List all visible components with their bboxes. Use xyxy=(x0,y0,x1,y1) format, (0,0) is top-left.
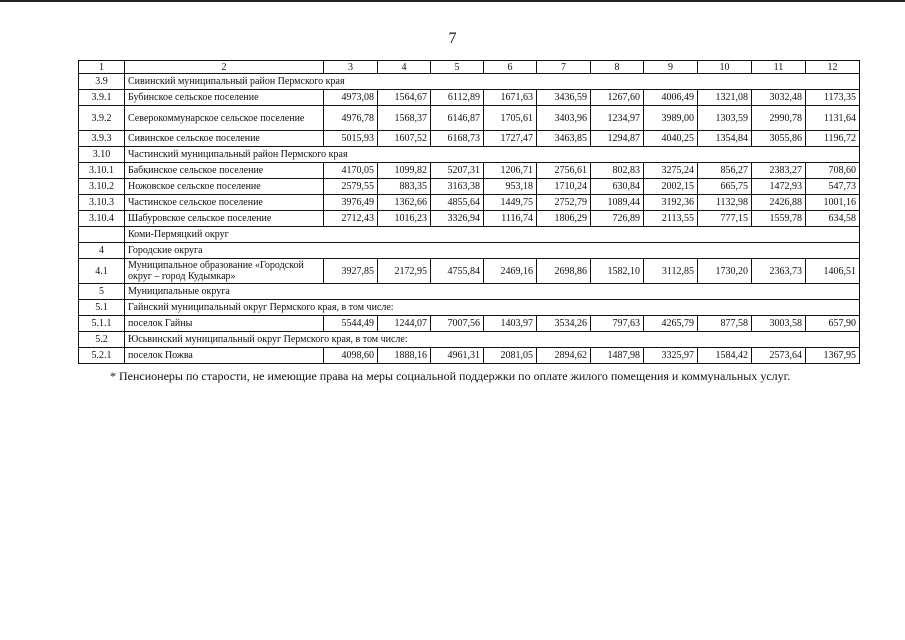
value-cell: 1705,61 xyxy=(484,106,537,131)
value-cell: 1132,98 xyxy=(698,195,752,211)
value-cell: 726,89 xyxy=(591,211,644,227)
value-cell: 3325,97 xyxy=(644,348,698,364)
row-name: Ножовское сельское поселение xyxy=(125,179,324,195)
value-cell: 1321,08 xyxy=(698,90,752,106)
row-name: Бубинское сельское поселение xyxy=(125,90,324,106)
value-cell: 4265,79 xyxy=(644,316,698,332)
value-cell: 708,60 xyxy=(806,163,860,179)
value-cell: 547,73 xyxy=(806,179,860,195)
value-cell: 1564,67 xyxy=(378,90,431,106)
column-header-5: 5 xyxy=(431,61,484,74)
row-code: 4 xyxy=(79,243,125,259)
value-cell: 2698,86 xyxy=(537,259,591,284)
value-cell: 2712,43 xyxy=(324,211,378,227)
column-header-2: 2 xyxy=(125,61,324,74)
section-row xyxy=(79,227,860,243)
value-cell: 657,90 xyxy=(806,316,860,332)
value-cell: 2002,15 xyxy=(644,179,698,195)
value-cell: 3927,85 xyxy=(324,259,378,284)
value-cell: 1244,07 xyxy=(378,316,431,332)
value-cell: 1727,47 xyxy=(484,131,537,147)
value-cell: 1367,95 xyxy=(806,348,860,364)
value-cell: 1607,52 xyxy=(378,131,431,147)
value-cell: 1730,20 xyxy=(698,259,752,284)
value-cell: 1206,71 xyxy=(484,163,537,179)
row-name: Северокоммунарское сельское поселение xyxy=(125,106,324,131)
table-row xyxy=(79,131,860,147)
column-header-11: 11 xyxy=(752,61,806,74)
row-name: Частинское сельское поселение xyxy=(125,195,324,211)
value-cell: 4170,05 xyxy=(324,163,378,179)
column-header-4: 4 xyxy=(378,61,431,74)
value-cell: 1294,87 xyxy=(591,131,644,147)
value-cell: 1449,75 xyxy=(484,195,537,211)
row-code: 5.2 xyxy=(79,332,125,348)
value-cell: 797,63 xyxy=(591,316,644,332)
value-cell: 2894,62 xyxy=(537,348,591,364)
value-cell: 4976,78 xyxy=(324,106,378,131)
value-cell: 3055,86 xyxy=(752,131,806,147)
row-name: Муниципальное образование «Городской округ – город Кудымкар» xyxy=(125,259,324,284)
value-cell: 3534,26 xyxy=(537,316,591,332)
row-code: 3.10.2 xyxy=(79,179,125,195)
value-cell: 3976,49 xyxy=(324,195,378,211)
value-cell: 1806,29 xyxy=(537,211,591,227)
value-cell: 1131,64 xyxy=(806,106,860,131)
value-cell: 1173,35 xyxy=(806,90,860,106)
table-row xyxy=(79,259,860,284)
value-cell: 4040,25 xyxy=(644,131,698,147)
row-name: поселок Пожва xyxy=(125,348,324,364)
row-code: 3.9 xyxy=(79,74,125,90)
value-cell: 2172,95 xyxy=(378,259,431,284)
value-cell: 2383,27 xyxy=(752,163,806,179)
value-cell: 1559,78 xyxy=(752,211,806,227)
section-label: Гайнский муниципальный округ Пермского края, в том числе: xyxy=(125,300,860,316)
section-label: Частинский муниципальный район Пермского края xyxy=(125,147,860,163)
column-header-1: 1 xyxy=(79,61,125,74)
value-cell: 3003,58 xyxy=(752,316,806,332)
row-name: Бабкинское сельское поселение xyxy=(125,163,324,179)
value-cell: 1267,60 xyxy=(591,90,644,106)
value-cell: 1888,16 xyxy=(378,348,431,364)
table-row xyxy=(79,90,860,106)
value-cell: 3275,24 xyxy=(644,163,698,179)
section-row xyxy=(79,74,860,90)
value-cell: 1089,44 xyxy=(591,195,644,211)
value-cell: 3163,38 xyxy=(431,179,484,195)
row-code: 5.2.1 xyxy=(79,348,125,364)
table-row xyxy=(79,316,860,332)
column-header-9: 9 xyxy=(644,61,698,74)
column-header-10: 10 xyxy=(698,61,752,74)
value-cell: 1671,63 xyxy=(484,90,537,106)
value-cell: 856,27 xyxy=(698,163,752,179)
value-cell: 2990,78 xyxy=(752,106,806,131)
value-cell: 6168,73 xyxy=(431,131,484,147)
section-row xyxy=(79,243,860,259)
value-cell: 3032,48 xyxy=(752,90,806,106)
value-cell: 1582,10 xyxy=(591,259,644,284)
value-cell: 2752,79 xyxy=(537,195,591,211)
row-code: 4.1 xyxy=(79,259,125,284)
value-cell: 1487,98 xyxy=(591,348,644,364)
value-cell: 5015,93 xyxy=(324,131,378,147)
value-cell: 1354,84 xyxy=(698,131,752,147)
value-cell: 777,15 xyxy=(698,211,752,227)
page-number: 7 xyxy=(448,30,457,47)
section-row xyxy=(79,332,860,348)
value-cell: 3463,85 xyxy=(537,131,591,147)
row-code: 3.9.3 xyxy=(79,131,125,147)
tariff-table xyxy=(78,60,860,364)
value-cell: 6146,87 xyxy=(431,106,484,131)
value-cell: 7007,56 xyxy=(431,316,484,332)
value-cell: 2363,73 xyxy=(752,259,806,284)
row-code: 5.1.1 xyxy=(79,316,125,332)
value-cell: 1362,66 xyxy=(378,195,431,211)
value-cell: 1568,37 xyxy=(378,106,431,131)
value-cell: 2426,88 xyxy=(752,195,806,211)
section-label: Городские округа xyxy=(125,243,860,259)
value-cell: 630,84 xyxy=(591,179,644,195)
row-name: поселок Гайны xyxy=(125,316,324,332)
table-row xyxy=(79,163,860,179)
value-cell: 802,83 xyxy=(591,163,644,179)
column-header-8: 8 xyxy=(591,61,644,74)
value-cell: 3403,96 xyxy=(537,106,591,131)
value-cell: 5544,49 xyxy=(324,316,378,332)
value-cell: 1710,24 xyxy=(537,179,591,195)
value-cell: 3326,94 xyxy=(431,211,484,227)
value-cell: 1234,97 xyxy=(591,106,644,131)
footnote: * Пенсионеры по старости, не имеющие права на меры социальной поддержки по оплате жилого помещения и коммунальных услуг. xyxy=(110,369,791,383)
value-cell: 2579,55 xyxy=(324,179,378,195)
value-cell: 5207,31 xyxy=(431,163,484,179)
row-code: 3.10.4 xyxy=(79,211,125,227)
value-cell: 1472,93 xyxy=(752,179,806,195)
column-header-3: 3 xyxy=(324,61,378,74)
value-cell: 2756,61 xyxy=(537,163,591,179)
value-cell: 665,75 xyxy=(698,179,752,195)
section-label: Сивинский муниципальный район Пермского края xyxy=(125,74,860,90)
value-cell: 877,58 xyxy=(698,316,752,332)
header-row xyxy=(79,61,860,74)
top-border-line xyxy=(0,0,905,2)
value-cell: 2113,55 xyxy=(644,211,698,227)
value-cell: 1099,82 xyxy=(378,163,431,179)
section-row xyxy=(79,147,860,163)
value-cell: 3989,00 xyxy=(644,106,698,131)
value-cell: 1016,23 xyxy=(378,211,431,227)
value-cell: 4006,49 xyxy=(644,90,698,106)
row-code: 3.10.3 xyxy=(79,195,125,211)
value-cell: 4961,31 xyxy=(431,348,484,364)
value-cell: 1001,16 xyxy=(806,195,860,211)
value-cell: 2081,05 xyxy=(484,348,537,364)
value-cell: 3192,36 xyxy=(644,195,698,211)
table-row xyxy=(79,211,860,227)
row-code: 3.10 xyxy=(79,147,125,163)
value-cell: 4973,08 xyxy=(324,90,378,106)
row-name: Шабуровское сельское поселение xyxy=(125,211,324,227)
table-body xyxy=(79,74,860,364)
value-cell: 4855,64 xyxy=(431,195,484,211)
section-row xyxy=(79,284,860,300)
section-row xyxy=(79,300,860,316)
column-header-12: 12 xyxy=(806,61,860,74)
table-row xyxy=(79,195,860,211)
table-row xyxy=(79,106,860,131)
row-code: 5 xyxy=(79,284,125,300)
section-label: Коми-Пермяцкий округ xyxy=(125,227,860,243)
value-cell: 1406,51 xyxy=(806,259,860,284)
row-code: 3.9.1 xyxy=(79,90,125,106)
value-cell: 1116,74 xyxy=(484,211,537,227)
value-cell: 3112,85 xyxy=(644,259,698,284)
section-label: Юсьвинский муниципальный округ Пермского края, в том числе: xyxy=(125,332,860,348)
value-cell: 6112,89 xyxy=(431,90,484,106)
column-header-7: 7 xyxy=(537,61,591,74)
table-row xyxy=(79,348,860,364)
row-code: 3.10.1 xyxy=(79,163,125,179)
value-cell: 2573,64 xyxy=(752,348,806,364)
column-header-6: 6 xyxy=(484,61,537,74)
value-cell: 4755,84 xyxy=(431,259,484,284)
value-cell: 2469,16 xyxy=(484,259,537,284)
value-cell: 883,35 xyxy=(378,179,431,195)
value-cell: 953,18 xyxy=(484,179,537,195)
value-cell: 1303,59 xyxy=(698,106,752,131)
row-code: 5.1 xyxy=(79,300,125,316)
row-name: Сивинское сельское поселение xyxy=(125,131,324,147)
value-cell: 1403,97 xyxy=(484,316,537,332)
value-cell: 4098,60 xyxy=(324,348,378,364)
value-cell: 1584,42 xyxy=(698,348,752,364)
row-code xyxy=(79,227,125,243)
value-cell: 3436,59 xyxy=(537,90,591,106)
value-cell: 1196,72 xyxy=(806,131,860,147)
value-cell: 634,58 xyxy=(806,211,860,227)
row-code: 3.9.2 xyxy=(79,106,125,131)
section-label: Муниципальные округа xyxy=(125,284,860,300)
table-row xyxy=(79,179,860,195)
